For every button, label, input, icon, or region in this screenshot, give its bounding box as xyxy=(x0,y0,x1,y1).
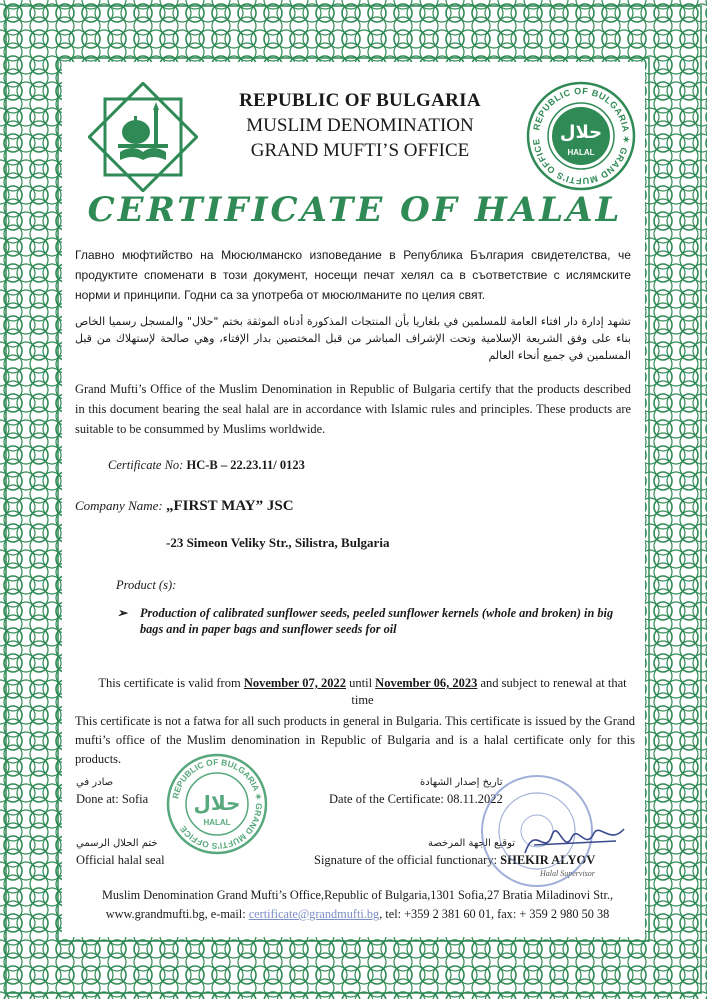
company-name: „FIRST MAY” JSC xyxy=(166,498,294,514)
footer-phone-fax: , tel: +359 2 381 60 01, fax: + 359 2 980 50 38 xyxy=(379,907,610,921)
company-address: -23 Simeon Veliky Str., Silistra, Bulgaria xyxy=(166,535,390,550)
seal-ring-text: REPUBLIC OF BULGARIA ✶ GRAND MUFTI'S OFFICE xyxy=(530,85,632,187)
product-item xyxy=(117,605,637,637)
handwritten-signature xyxy=(520,815,630,865)
stamp-ring-text: REPUBLIC OF BULGARIA ✶ GRAND MUFTI'S OFFICE xyxy=(170,756,265,852)
english-statement: Grand Mufti’s Office of the Muslim Denomination in Republic of Bulgaria certify that the products described in this document bearing the seal halal are in accordance with Islamic rules and principles. These products are suitable to be consummed by Muslims worldwide. xyxy=(75,382,631,436)
stamp-arabic: حلال xyxy=(193,791,241,815)
footer-contacts xyxy=(70,886,645,924)
valid-from-date: November 07, 2022 xyxy=(243,676,346,690)
functionary-title: Halal Supervisor xyxy=(540,869,595,878)
validity-suffix: and subject to renewal at that time xyxy=(351,676,627,707)
products-label: Product (s): xyxy=(116,578,177,592)
certificate-date: Date of the Certificate: 08.11.2022 xyxy=(329,792,503,806)
validity-prefix: This certificate is valid from xyxy=(98,676,241,690)
halal-stamp-bottom xyxy=(165,752,269,856)
footer-email-link[interactable]: certificate@grandmufti.bg xyxy=(248,907,380,921)
bullet-arrow-icon: ➢ xyxy=(117,606,128,620)
validity-middle: until xyxy=(349,676,373,690)
certificate-title: CERTIFICATE OF HALAL xyxy=(87,190,623,230)
fatwa-disclaimer: This certificate is not a fatwa for all such products in general in Bulgaria. This certificate is issued by the Grand mufti’s office of the Muslim denomination in Republic of Bulgaria and is a halal certificate only for this products. xyxy=(75,714,635,766)
functionary-name: SHEKIR ALYOV xyxy=(500,853,596,867)
arabic-statement: تشهد إدارة دار افتاء العامة للمسلمين في بلغاريا بأن المنتجات المذكورة أدناه الموثقة بختم "حلال" والمسجل رسميا الخاص بناء على وفق الشريعة الإسلامية وتحت الإشراف المباشر من قبل المختصين بدار الإفتاء، وهي صالحة لإستهلاك من قبل المسلمين في جميع أنحاء العالم xyxy=(75,315,631,362)
date-arabic: تاريخ إصدار الشهادة xyxy=(420,777,503,788)
footer-address: Muslim Denomination Grand Mufti’s Office,Republic of Bulgaria,1301 Sofia,27 Bratia Miladinovi Str., xyxy=(101,888,614,902)
official-seal-label: Official halal seal xyxy=(76,853,165,867)
footer-website: www.grandmufti.bg, e-mail: xyxy=(105,907,246,921)
product-description: Production of calibrated sunflower seeds, peeled sunflower kernels (whole and broken) in big bags and in paper bags and sunflower seeds for oil xyxy=(140,606,614,636)
org-denomination: MUSLIM DENOMINATION xyxy=(246,115,474,136)
done-at-arabic: صادر في xyxy=(76,777,114,788)
certificate-number-row xyxy=(108,458,305,473)
signature-label: Signature of the official functionary: xyxy=(314,853,498,867)
certificate-number: HC-B – 22.23.11/ 0123 xyxy=(186,458,305,472)
certificate-number-label: Certificate No: xyxy=(108,458,184,472)
signature-arabic: توقيع الجهة المرخصة xyxy=(428,838,516,849)
stamp-latin: HALAL xyxy=(203,818,231,827)
valid-to-date: November 06, 2023 xyxy=(375,676,478,690)
org-name: REPUBLIC OF BULGARIA xyxy=(239,90,481,111)
official-seal-arabic: ختم الحلال الرسمي xyxy=(76,838,158,849)
footer-contact-line xyxy=(70,905,645,924)
done-at: Done at: Sofia xyxy=(76,792,149,806)
seal-arabic: حلال xyxy=(559,122,603,143)
org-office: GRAND MUFTI’S OFFICE xyxy=(250,140,470,161)
bulgarian-statement: Главно мюфтийство на Мюсюлманско изповедание в Република България свидетелства, че продуктите споменати в този документ, носещи печат хелял са в съответствие с ислямските норми и принципи. Годни са за употреба от мюсюлманите по целия свят. xyxy=(75,248,631,302)
company-row xyxy=(75,498,294,515)
seal-latin: HALAL xyxy=(567,148,595,157)
validity-statement xyxy=(90,675,635,709)
company-label: Company Name: xyxy=(75,498,163,513)
halal-seal-top xyxy=(525,80,637,192)
